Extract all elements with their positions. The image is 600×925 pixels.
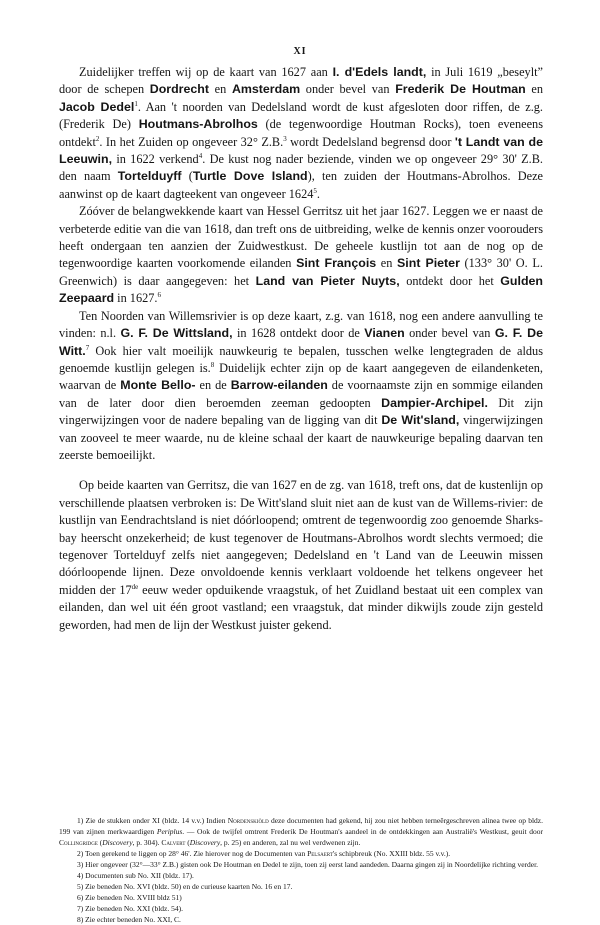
- highlighted-name: Dampier-Archipel.: [381, 395, 488, 410]
- text-run: 5) Zie beneden No. XVI (bldz. 50) en de curieuse kaarten No. 16 en 17.: [77, 882, 293, 891]
- author-name: Pelsaert: [307, 849, 333, 858]
- paragraph: [59, 203, 543, 307]
- footnote-ref: 3: [283, 134, 287, 143]
- page-number: XI: [293, 46, 307, 57]
- footnote: [59, 859, 543, 870]
- text-run: Zóóver de belangwekkende kaart van Hessel Gerritsz uit het jaar 1627. Leggen we er naast de verbeterde editie van die van 1618, dan treft ons de uitbreiding, welke de kennis onzer voorouders heeft ondergaan ten aanzien der Zuidwestkust. De geheele kustlijn tot aan de nog op de tegenwoordige kaarten voorkomende eilanden: [59, 204, 543, 271]
- body-text: [59, 64, 543, 634]
- text-run: in 1622 verkend: [112, 152, 199, 167]
- text-run: en: [525, 82, 543, 97]
- footnote-ref: 5: [313, 186, 317, 195]
- footnote-ref: 6: [157, 291, 161, 300]
- text-run: eeuw weder opduikende vraagstuk, of het Zuidland bestaat uit een complex van eilanden, dan wel uit één groot vastland; een vraagstuk, dat minder dikwijls zoude zijn gesteld geworden, had men de lijn der Westkust juister gekend.: [59, 582, 543, 632]
- text-run: . De kust nog nader beziende, vinden we op ongeveer 29° 30' Z.B. den naam: [59, 152, 543, 184]
- text-run: en de: [195, 378, 231, 393]
- text-run: Ten Noorden van Willemsrivier is op deze kaart, z.g. van 1618, nog een andere aanvulling te vinden: n.l.: [59, 308, 543, 341]
- highlighted-name: Gulden Zeepaard: [59, 273, 543, 306]
- text-run: vingerwijzingen van zooveel te meer waarde, nu de kleine schaal der kaart de nauwkeurige bepaling daarvan ten zeerste bemoeilijkt.: [59, 413, 544, 462]
- text-run: (: [185, 838, 190, 847]
- footnote-ref: 4: [198, 151, 203, 160]
- text-run: 3) Hier ongeveer (32°—33° Z.B.) gisten ook De Houtman en Dedel te zijn, toen zij eerst land aandeden. Daarna gingen zij in Noordelijke richting verder.: [77, 860, 539, 869]
- italic-title: Periplus: [156, 827, 183, 836]
- text-run: Op beide kaarten van Gerritsz, die van 1627 en de zg. van 1618, treft ons, dat de kustenlijn op verschillende plaatsen verbroken is: De Witt'sland sluit niet aan de kust van de Willems-rivier: de kustlijn van Eendrachtsland is niet dóórloopend; omtrent de tegenwoordig zoo genoemde Sharks-bay heerscht onzekerheid; de kust tegenover de Houtmans-Abrolhos wordt slechts vermoed; die tegenover Tortelduyf zelfs niet aangegeven; Dedelsland en 't Land van de Leeuwin missen dóórloopende lijnen. Deze onvoldoende kennis verklaart voldoende het telkens ongeveer het midden der 17: [59, 478, 543, 597]
- footnote: [59, 892, 543, 903]
- text-run: , p. 25) en anderen, zal nu wel verdwenen zijn.: [220, 838, 361, 847]
- text-run: en: [376, 256, 398, 271]
- text-run: (de tegenwoordige Houtman Rocks), toen eveneens ontdekt: [59, 117, 543, 149]
- footnote: [59, 903, 543, 914]
- highlighted-name: Dordrecht: [149, 82, 209, 97]
- highlighted-name: I. d'Edels landt,: [332, 65, 427, 79]
- author-name: Calvert: [161, 838, 186, 847]
- text-run: Zuidelijker treffen wij op de kaart van 1627 aan: [79, 65, 333, 79]
- highlighted-name: Houtmans-Abrolhos: [138, 117, 258, 132]
- highlighted-name: G. F. De Wittsland,: [120, 326, 233, 341]
- text-run: (: [97, 838, 103, 847]
- footnote: [59, 881, 543, 892]
- highlighted-name: Vianen: [364, 326, 405, 341]
- footnote-ref: 2: [95, 134, 100, 143]
- footnote-ref: de: [131, 582, 139, 591]
- highlighted-name: Sint Pieter: [397, 256, 460, 271]
- author-name: Collingridge: [59, 838, 98, 847]
- text-run: (: [181, 169, 193, 184]
- footnote: [59, 914, 543, 925]
- text-run: 8) Zie echter beneden No. XXI, C.: [77, 915, 181, 924]
- highlighted-name: Tortelduyff: [117, 169, 182, 184]
- text-run: in 1627.: [114, 291, 158, 306]
- text-run: 7) Zie beneden No. XXI (bldz. 54).: [77, 904, 184, 913]
- footnote: [59, 848, 543, 859]
- highlighted-name: De Wit'sland,: [381, 413, 460, 428]
- text-run: . Aan 't noorden van Dedelsland wordt de kust afgesloten door riffen, de z.g. (Frederik De): [59, 99, 543, 132]
- footnotes: [59, 815, 543, 925]
- footnote: [59, 815, 543, 848]
- author-name: Nordenskiöld: [227, 816, 269, 825]
- footnote-ref: 7: [85, 343, 90, 352]
- highlighted-name: G. F. De Witt.: [59, 326, 543, 358]
- text-run: .: [316, 186, 320, 201]
- text-run: ontdekt door het: [399, 273, 501, 288]
- text-run: (133° 30' O. L. Greenwich) is daar aangegeven: het: [59, 256, 543, 288]
- text-run: in 1628 ontdekt door de: [232, 326, 365, 341]
- text-run: , p. 304).: [132, 838, 162, 847]
- text-run: 1) Zie de stukken onder XI (bldz. 14 v.v.) Indien: [77, 816, 228, 825]
- text-run: 's schipbreuk (No. XXIII bldz. 55 v.v.).: [332, 849, 451, 858]
- paragraph: [59, 64, 543, 203]
- text-run: 6) Zie beneden No. XVIII bldz 51): [77, 893, 182, 902]
- highlighted-name: 't Landt van de Leeuwin,: [59, 134, 543, 167]
- text-run: Dit zijn vingerwijzingen voor de nadere bepaling van de ligging van dit: [59, 395, 544, 428]
- text-run: onder bevel van: [404, 326, 495, 341]
- text-run: 4) Documenten sub No. XII (bldz. 17).: [77, 871, 194, 880]
- highlighted-name: Barrow-eilanden: [230, 378, 328, 393]
- highlighted-name: Jacob Dedel: [59, 99, 135, 114]
- text-run: . In het Zuiden op ongeveer 32° Z.B.: [99, 134, 284, 149]
- highlighted-name: Sint François: [296, 256, 377, 271]
- text-run: deze documenten had gekend, hij zou niet hebben terneêrgeschreven alinea twee op bldz. 199 van zijnen merkwaardigen: [59, 816, 543, 836]
- text-run: ), ten zuiden der Houtmans-Abrolhos. Deze aanwinst op de kaart dagteekent van ongeveer 1624: [59, 169, 543, 201]
- text-run: de voornaamste zijn en sommige eilanden van de later door dien beroemden zeeman gedoopten: [59, 378, 544, 410]
- footnote: [59, 870, 543, 881]
- text-run: Ook hier valt moeilijk nauwkeurig te bepalen, tusschen welke lengtegraden de aldus genoemde kustlijn gelegen is.: [59, 343, 543, 375]
- highlighted-name: Amsterdam: [231, 82, 301, 97]
- paragraph: [59, 477, 543, 634]
- text-run: wordt Dedelsland begrensd door: [286, 134, 455, 149]
- paragraph: [59, 308, 543, 465]
- text-run: in Juli 1619 „beseylt” door de schepen: [59, 65, 543, 97]
- text-run: . — Ook de twijfel omtrent Frederik De Houtman's aandeel in de ontdekkingen aan Australië's Westkust, geuit door: [182, 827, 543, 836]
- highlighted-name: Turtle Dove Island: [192, 169, 308, 184]
- text-run: 2) Toen gerekend te liggen op 28° 46'. Zie hierover nog de Documenten van: [77, 849, 308, 858]
- text-run: en: [208, 82, 232, 97]
- footnote-ref: 8: [210, 360, 215, 369]
- italic-title: Discovery: [189, 838, 221, 847]
- italic-title: Discovery: [102, 838, 133, 847]
- highlighted-name: Land van Pieter Nuyts,: [255, 273, 400, 288]
- text-run: onder bevel van: [300, 82, 396, 97]
- text-run: Duidelijk echter zijn op de kaart aangegeven de eilandenketen, waarvan de: [59, 360, 543, 393]
- footnote-ref: 1: [134, 99, 138, 108]
- highlighted-name: Frederik De Houtman: [395, 82, 526, 97]
- highlighted-name: Monte Bello-: [120, 378, 196, 393]
